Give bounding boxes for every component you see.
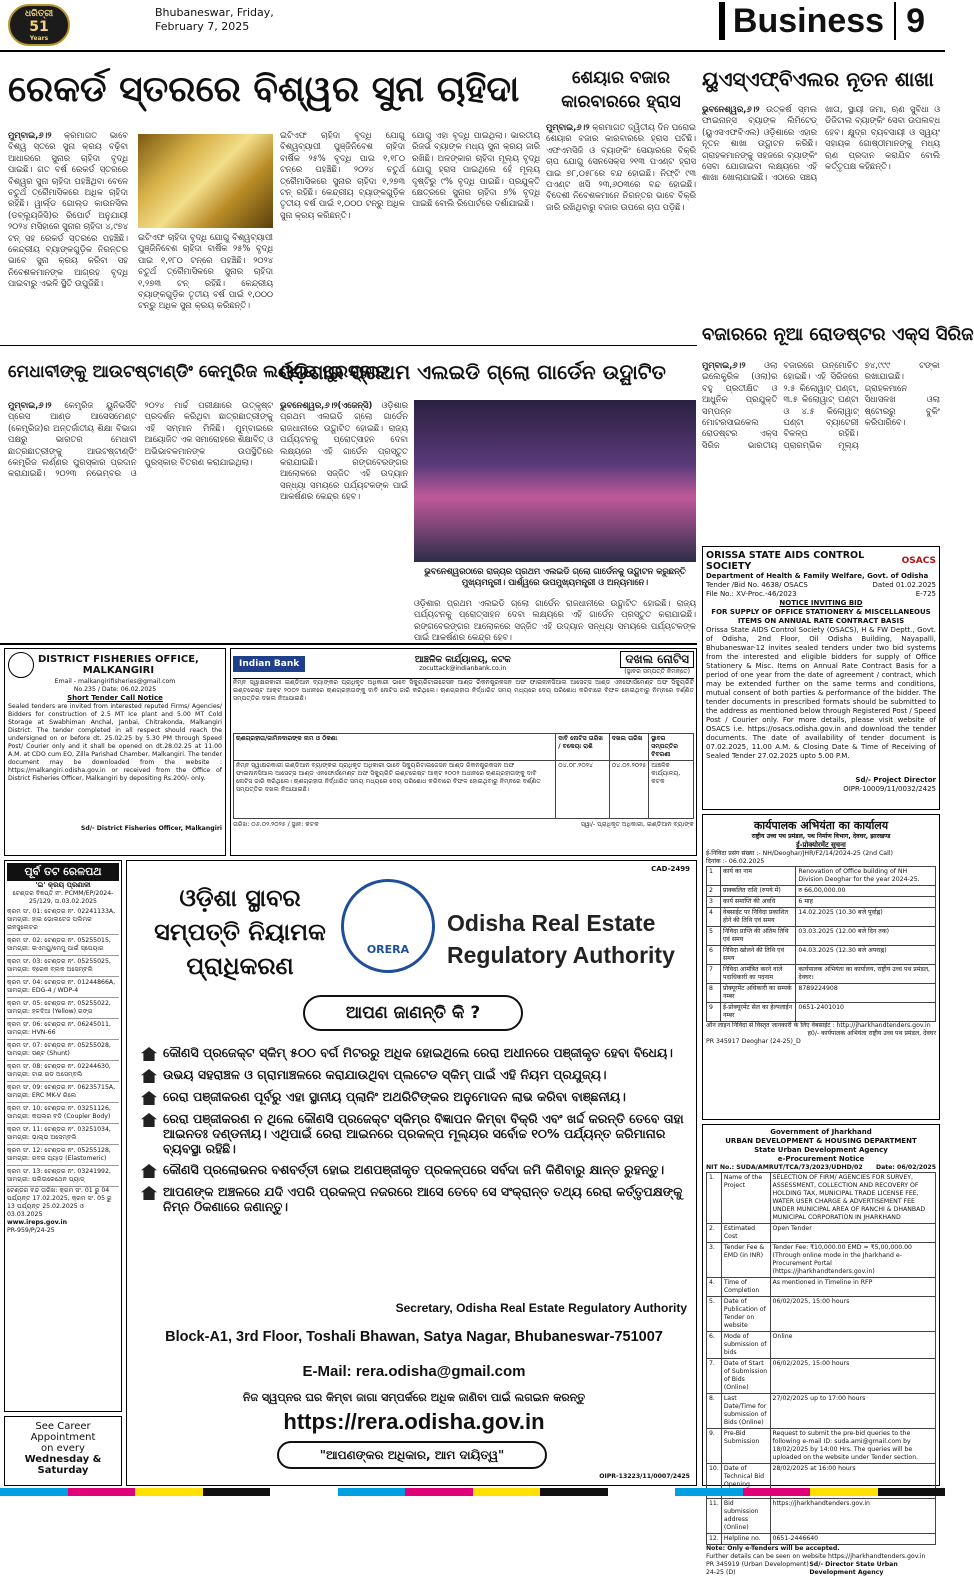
jharkhand-note1: Note: Only e-Tenders will be accepted. (706, 1545, 840, 1552)
indianbank-place: ତାରିଖ: ୦୬.୦୨.୨୦୨୫ / ସ୍ଥାନ: କଟକ (233, 821, 319, 828)
jharkhand-table-cell: 7. (707, 1359, 722, 1394)
jharkhand-table-cell: 0651-2446640 (770, 1534, 935, 1545)
rera-bullet-text: ରେରା ପଞ୍ଜୀକରଣ ପୂର୍ବରୁ ଏହା ସ୍ଥାନୀୟ ପ୍ଲାନିଂ ଅଥରିଟିଙ୍କର ଅନୁମୋଦନ ଲାଭ କରିବା ବାଞ୍ଛନୀୟ। (163, 1089, 626, 1104)
rera-bullet-item (141, 1111, 687, 1156)
glow-story-cont: ଓଡ଼ିଶାର ପ୍ରଥମ ଏଲଇଡି ଗ୍ଲୋ ଗାର୍ଡେନ ରାଜଧାନୀରେ ଉଦ୍ଘାଟିତ ହୋଇଛି। ରାଜ୍ୟ ପର୍ଯ୍ୟଟନକୁ ପ୍ରୋତ୍ସାହନ ଦେବା ଲକ୍ଷ୍ୟରେ ଏହି ଗାର୍ଡେନ ପ୍ରସ୍ତୁତ କରାଯାଇଛି। ରଙ୍ଗବେରଙ୍ଗର ଆଲୋକରେ ସଜ୍ଜିତ ଏହି ଉଦ୍ୟାନ ସନ୍ଧ୍ୟା ସମୟରେ ପର୍ଯ୍ୟଟକଙ୍କ ପାଇଁ ଆକର୍ଷଣର କେନ୍ଦ୍ର ହେବ। (414, 598, 696, 643)
railway-item: କ୍ରମ ସଂ. 02: ଟେଣ୍ଡର ନଂ. 05255015, ସାମଗ୍ରୀ: ଇଏମୟୁ/ମେମୁ ପାଇଁ ସ୍ପେୟାର (7, 935, 119, 956)
rera-logo-text: ORERA (366, 943, 410, 956)
railway-item: କ୍ରମ ସଂ. 08: ଟେଣ୍ଡର ନଂ. 02244630, ସାମଗ୍ରୀ: ଟାଇ ରଡ ଅସେମ୍ବଲି (7, 1061, 119, 1082)
section-header (719, 2, 925, 41)
cambridge-dateline: ମୁମ୍ବାଇ,୬।୨ (8, 400, 52, 410)
jharkhand-table-cell: 6. (707, 1332, 722, 1359)
railway-item: କ୍ରମ ସଂ. 04: ଟେଣ୍ଡର ନଂ. 01244866A, ସାମଗ୍ରୀ: EDG-4 / WDP-4 (7, 977, 119, 998)
logo-years-number: 51 (29, 19, 49, 35)
deoghar-table-row (707, 927, 936, 946)
osacs-file-no: File No.: XV-Proc.-46/2023 (706, 590, 797, 598)
railway-item: କ୍ରମ ସଂ. 13: ଟେଣ୍ଡର ନଂ. 03241992, ସାମଗ୍ରୀ: ପଲିଉରେଥେନ ପ୍ୟାଡ୍ (7, 1166, 119, 1187)
indianbank-possession-ad (230, 648, 697, 856)
deoghar-table-cell: 4 (707, 908, 721, 927)
railway-item: କ୍ରମ ସଂ. 03: ଟେଣ୍ଡର ନଂ. 05255025, ସାମଗ୍ରୀ: ବ୍ରେକ ବ୍ଲକ ଅସେମ୍ବଲି (7, 956, 119, 977)
deoghar-table-cell: ई-प्रोक्यूरमेंट सेल का हेल्पलाईन नम्बर (721, 1003, 796, 1022)
railway-website: www.ireps.gov.in (7, 1219, 68, 1226)
indianbank-logo: Indian Bank (233, 656, 305, 672)
usfbl-headline: ୟୁଏସ୍ଏଫ୍ବିଏଲର ନୂତନ ଶାଖା (702, 67, 934, 91)
deoghar-table-cell: कार्यपालक अभियंता का कार्यालय, राष्ट्रीय उच्च पथ प्रमंडल, देवघर। (796, 965, 936, 984)
gold-story-col4: ଯୋଗୁ ଏହା ବୃଦ୍ଧି ପାଇଥିଲା। ଭାରତୀୟ ରିଜର୍ଭ ବ୍ୟାଙ୍କ ମଧ୍ୟ ସୁନା କ୍ରୟ ଜାରି ରଖିଛି। ଅଳଙ୍କାର ଚାହିଦା ମୂଲ୍ୟ ବୃଦ୍ଧି ଯୋଗୁ ହ୍ରାସ ପାଇଥିଲେ ହେଁ ମୂଲ୍ୟ ଦୃଷ୍ଟିରୁ ୯% ବୃଦ୍ଧି ପାଇଛି। ପ୍ରଯୁକ୍ତି କ୍ଷେତ୍ରରେ ସୁନାର ଚାହିଦା ୭% ବୃଦ୍ଧି ପାଇଛି ବୋଲି ରିପୋର୍ଟରେ ଦର୍ଶାଯାଇଛି। (412, 130, 540, 209)
house-icon (141, 1113, 157, 1127)
indianbank-col-borrower: ଋଣଗ୍ରହୀତା/ଜାମିନଦାରଙ୍କ ନାମ ଓ ଠିକଣା (234, 734, 556, 761)
jharkhand-pr: PR 345919 (Urban Development) 24-25 (D) (706, 1561, 809, 1576)
rera-odia-title-line3: ପ୍ରାଧିକରଣ (186, 952, 294, 980)
career-line4: Wednesday & Saturday (24, 1454, 102, 1476)
jharkhand-table-cell: As mentioned in Timeline in RFP (770, 1278, 935, 1297)
newspaper-logo (8, 4, 70, 46)
cambridge-body: କେମ୍ବ୍ରିଜ ୟୁନିଭର୍ସିଟି ପ୍ରେସ ଆଣ୍ଡ ଆସେସମେଣ୍ଟ (କେମ୍ବ୍ରିଜ)ର ଅନ୍ତର୍ଜାତୀୟ ଶିକ୍ଷା ବିଭାଗ ପକ୍ଷରୁ ଭାରତର ମେଧାବୀ ଛାତ୍ରଛାତ୍ରୀଙ୍କୁ ଆଉଟଷ୍ଟାଣ୍ଡିଂ କେମ୍ବ୍ରିଜ ଲର୍ଣ୍ଣର ପୁରସ୍କାର ପ୍ରଦାନ କରାଯାଇଛି। ୨୦୨୩ ନଭେମ୍ବର ଓ ୨୦୨୪ ମାର୍ଚ୍ଚ ପରୀକ୍ଷାରେ ଉତ୍କୃଷ୍ଟ ପ୍ରଦର୍ଶନ କରିଥିବା ଛାତ୍ରଛାତ୍ରୀଙ୍କୁ ଏହି ସମ୍ମାନ ମିଳିଛି। ମୁମ୍ବାଇରେ ଆୟୋଜିତ ଏକ ସମାରୋହରେ ଶିକ୍ଷାବିତ୍ ଓ ଅଭିଭାବକମାନଙ୍କ ଉପସ୍ଥିତିରେ ପୁରସ୍କାର ବିତରଣ କରାଯାଇଥିଲା। (8, 400, 273, 479)
jharkhand-table-cell: 06/02/2025, 15:00 hours (770, 1297, 935, 1332)
usfbl-story (702, 104, 940, 310)
jharkhand-table-cell: 4. (707, 1278, 722, 1297)
railway-title: ପୂର୍ବ ତଟ ରେଳପଥ (7, 863, 119, 881)
jharkhand-table-row (707, 1332, 936, 1359)
deoghar-table-cell: 2 (707, 886, 721, 897)
jharkhand-table-cell: Estimated Cost (721, 1224, 770, 1243)
glow-dateline: ଭୁବନେଶ୍ୱର,୬।୨(ଏଜେନ୍ସି) (280, 400, 373, 410)
osacs-title: ORISSA STATE AIDS CONTROL SOCIETY (706, 550, 865, 572)
deoghar-table-cell: 14.02.2025 (10.30 बजे पूर्वाह्न) (796, 908, 936, 927)
glow-garden-photo (414, 400, 696, 562)
roadster-body: ଓଲା ଇଲେକ୍ଟ୍ରିକ (ଓଲା)ର ବହୁ ପ୍ରତୀକ୍ଷିତ ଓ ଆଧୁନିକ ପ୍ରଯୁକ୍ତି ସମ୍ପନ୍ନ ମୋଟରସାଇକେଲ ରୋଡଷ୍ଟର ଏକ୍ସ ସିରିଜ ଭାରତୀୟ ବଜାରରେ ଉନ୍ମୋଚିତ ହୋଇଛି। ଏହି ସିରିଜରେ ୨.୫ କିଲୋୱାଟ୍ ଘଣ୍ଟା, ୩.୫ କିଲୋୱାଟ୍ ଘଣ୍ଟା ଓ ୪.୫ କିଲୋୱାଟ୍ ଘଣ୍ଟା ବ୍ୟାଟେରୀ ବିକଳ୍ପ ରହିଛି। ପ୍ରାରମ୍ଭିକ ମୂଲ୍ୟ ୭୪,୯୯୯ ଟଙ୍କା ରଖାଯାଇଛି। ଗ୍ରାହକମାନେ ସିଧାସଳଖ ଓଲା ଷ୍ଟୋରରୁ ବୁକିଂ କରିପାରିବେ। (702, 360, 940, 450)
railway-item: କ୍ରମ ସଂ. 06: ଟେଣ୍ଡର ନଂ. 06245011, ସାମଗ୍ରୀ: HVN-66 (7, 1019, 119, 1040)
jharkhand-table-cell: 10. (707, 1464, 722, 1499)
jharkhand-table-cell: 27/02/2025 up to 17:00 hours (770, 1394, 935, 1429)
deoghar-table-cell: 03.03.2025 (12.00 बजे दिन तक) (796, 927, 936, 946)
rera-bullet-list (141, 1045, 687, 1220)
jharkhand-table-cell: Last Date/Time for submission of Bids (Online) (721, 1394, 770, 1429)
gold-body-col1: କ୍ରମାଗତ ଭାବେ ବିଶ୍ୱ ସ୍ତରେ ସୁନା କ୍ରୟ ବଢ଼ିବା ଆଧାରରେ ସୁନାର ଚାହିଦା ବୃଦ୍ଧି ପାଇଛି। ଗତ ବର୍ଷ ରେକର୍ଡ ସ୍ତରରେ ବିଶ୍ୱର ସୁନା ଚାହିଦା ପହଞ୍ଚିଥିବା ବେଳେ ଚତୁର୍ଥ ତ୍ରୈମାସିକରେ ଅଧିକ ଚାହିଦା ରହିଛି। ୱାର୍ଲ୍ଡ ଗୋଲ୍ଡ କାଉନସିଲ (ଡବ୍ଲ୍ୟୁଜିସି)ର ରିପୋର୍ଟ ଅନୁଯାୟୀ ୨୦୨୪ ମସିହାରେ ସୁନାର ଚାହିଦା ୪,୯୭୪ ଟନ୍ ସହ ରେକର୍ଡ ସ୍ତରରେ ପହଞ୍ଚିଛି। କେନ୍ଦ୍ରୀୟ ବ୍ୟାଙ୍କଗୁଡ଼ିକ ନିରନ୍ତର ଭାବେ ସୁନା କ୍ରୟ କରିବା ସହ ନିବେଶକମାନଙ୍କ ଆଗ୍ରହ ବୃଦ୍ଧି ପାଇବାରୁ ଏଭଳି ସ୍ଥିତି ଉପୁଜିଛି। (8, 130, 128, 289)
fisheries-notice-title: Short Tender Call Notice (67, 694, 163, 702)
deoghar-table-row (707, 908, 936, 927)
jharkhand-table-row (707, 1499, 936, 1534)
rera-bullet-text: କୌଣସି ପ୍ରଲୋଭନର ବଶବର୍ତ୍ତୀ ହୋଇ ଅଣପଞ୍ଜୀକୃତ ପ୍ରକଳ୍ପରେ ସର୍ବଦା ଜମି କିଣିବାରୁ କ୍ଷାନ୍ତ ରୁହନ୍ତୁ। (163, 1162, 665, 1177)
railway-item: କ୍ରମ ସଂ. 05: ଟେଣ୍ଡର ନଂ. 05255022, ସାମଗ୍ରୀ: ହଳଦିଆ (Yellow) ରଙ୍ଗ (7, 998, 119, 1019)
railway-item: କ୍ରମ ସଂ. 07: ଟେଣ୍ଡର ନଂ. 05255028, ସାମଗ୍ରୀ: ସଣ୍ଟ (Shunt) (7, 1040, 119, 1061)
jharkhand-table-row (707, 1394, 936, 1429)
deoghar-table-row (707, 897, 936, 908)
rera-odia-title-line1: ଓଡ଼ିଶା ସ୍ଥାବର (179, 884, 301, 912)
jharkhand-suda-ad (702, 1124, 940, 1576)
rera-visit-text: ନିଜ ସ୍ୱପ୍ନର ଘର କିମ୍ବା ଜାଗା ସମ୍ପର୍କରେ ଅଧିକ ଜାଣିବା ପାଇଁ ଲଗଇନ କରନ୍ତୁ (242, 1391, 586, 1404)
deoghar-eprocurement-ad (702, 814, 940, 1120)
glow-story (280, 400, 408, 640)
rera-bullet-text: ଆପଣଙ୍କ ଅଞ୍ଚଳରେ ଯଦି ଏପରି ପ୍ରକଳ୍ପ ନଜରରେ ଆସେ ତେବେ ସେ ସଂକ୍ରାନ୍ତ ତଥ୍ୟ ରେରା କର୍ତ୍ତୃପକ୍ଷଙ୍କୁ ନିମ୍ନ ଠିକଣାରେ ଜଣାନ୍ତୁ। (163, 1184, 683, 1214)
railway-close-date: ଟେଣ୍ଡର ବନ୍ଦ ତାରିଖ: କ୍ରମ ସଂ. 01 ରୁ 04 ପର୍ଯ୍ୟନ୍ତ 17.02.2025, କ୍ରମ ସଂ. 05 ରୁ 13 ପର୍ଯ୍ୟନ୍ତ 25.02.2025 ଓ 03.03.2025 (7, 1187, 112, 1218)
stocks-dateline: ମୁମ୍ବାଇ,୬।୨ (546, 122, 590, 132)
logo-text: ଧରିତ୍ରୀ (24, 9, 54, 19)
deoghar-table-cell: 6 (707, 946, 721, 965)
rera-secretary: Secretary, Odisha Real Estate Regulatory Authority (395, 1301, 687, 1315)
indianbank-notice-title: ଦଖଲ ନୋଟିସ (620, 651, 694, 668)
deoghar-table-row (707, 984, 936, 1003)
jharkhand-table-cell: SELECTION OF FIRM/ AGENCIES FOR SURVEY, ASSESSMENT, COLLECTION AND RECOVERY OF HOLDING TAX, MUNICIPAL TRADE LICENSE FEE, WATER USER CHARGE & ADVERTISEMENT FEE UNDER MUNICIPAL AREA OF RANCHI & DHANBAD MUNICIPAL CORPORATION IN JHARKHAND (770, 1173, 935, 1224)
osacs-logo: OSACS (901, 556, 936, 566)
deoghar-table-cell: 0651-2401010 (796, 1003, 936, 1022)
gold-dateline: ମୁମ୍ବାଇ,୬।୨ (8, 130, 52, 140)
deoghar-table-cell: 5 (707, 927, 721, 946)
railway-sub: 'ଇ' କ୍ରୟ ପ୍ରଣାଳୀ (35, 881, 91, 889)
deoghar-table-row (707, 946, 936, 965)
gold-headline: ରେକର୍ଡ ସ୍ତରରେ ବିଶ୍ୱର ସୁନା ଚାହିଦା (8, 68, 520, 110)
jharkhand-dept: URBAN DEVELOPMENT & HOUSING DEPARTMENT (725, 1137, 917, 1145)
rera-email[interactable]: E-Mail: rera.odisha@gmail.com (302, 1363, 526, 1380)
jharkhand-date: Date: 06/02/2025 (875, 1164, 936, 1171)
house-icon (141, 1069, 157, 1083)
odisha-emblem-icon (8, 652, 34, 678)
jharkhand-table-cell: Date of Start of Submission of Bids (Online) (721, 1359, 770, 1394)
deoghar-table-row (707, 965, 936, 984)
deoghar-table-row (707, 886, 936, 897)
deoghar-table-cell: 8789224908 (796, 984, 936, 1003)
stocks-body: କ୍ରମାଗତ ଦ୍ୱିତୀୟ ଦିନ ଘରୋଇ ଶେୟାର ବଜାର କାରବାରରେ ହ୍ରାସ ଘଟିଛି। ଏଫଏମସିଜି ଓ ବ୍ୟାଙ୍କିଂ ସେୟାରରେ ବିକ୍ରି ଚାପ ଯୋଗୁ ସେନସେକ୍ସ ୨୧୩ ପଏଣ୍ଟ ହ୍ରାସ ପାଇ ୭୮,୦୫୮ରେ ବନ୍ଦ ହୋଇଛି। ନିଫ୍ଟି ୯୩ ପଏଣ୍ଟ ଖସି ୨୩,୬୦୩ରେ ବନ୍ଦ ହୋଇଛି। ବିଦେଶୀ ନିବେଶକମାନେ ନିରନ୍ତର ଭାବେ ବିକ୍ରି ଜାରି ରଖିଥିବାରୁ ବଜାର ଉପରେ ଚାପ ପଡ଼ିଛି। (546, 122, 696, 212)
deoghar-website: ऑन लाइन निविदा से विस्तृत जानकारी के लिए वेबसाईट : http://jharkhandtenders.gov.in (706, 1022, 931, 1029)
jharkhand-table-cell: 9. (707, 1429, 722, 1464)
jharkhand-table-cell: Date of Publication of Tender on website (721, 1297, 770, 1332)
glow-photo-caption: ଭୁବନେଶ୍ୱରଠାରେ ରାଜ୍ୟର ପ୍ରଥମ ଏଲଇଡି ଗ୍ଲୋ ଗାର୍ଡେନକୁ ଉଦ୍ଘାଟନ କରୁଛନ୍ତି ମୁଖ୍ୟମନ୍ତ୍ରୀ। ପାର୍ଶ୍ୱରେ ଉପମୁଖ୍ୟମନ୍ତ୍ରୀ ଓ ଅନ୍ୟମାନେ। (424, 566, 686, 588)
logo-years-label: Years (29, 35, 49, 42)
rera-website-link[interactable]: https://rera.odisha.gov.in (283, 1409, 545, 1434)
glow-body: ଓଡ଼ିଶାର ପ୍ରଥମ ଏଲଇଡି ଗ୍ଲୋ ଗାର୍ଡେନ ରାଜଧାନୀରେ ଉଦ୍ଘାଟିତ ହୋଇଛି। ରାଜ୍ୟ ପର୍ଯ୍ୟଟନକୁ ପ୍ରୋତ୍ସାହନ ଦେବା ଲକ୍ଷ୍ୟରେ ଏହି ଗାର୍ଡେନ ପ୍ରସ୍ତୁତ କରାଯାଇଛି। ରଙ୍ଗବେରଙ୍ଗର ଆଲୋକରେ ସଜ୍ଜିତ ଏହି ଉଦ୍ୟାନ ସନ୍ଧ୍ୟା ସମୟରେ ପର୍ଯ୍ୟଟକଙ୍କ ପାଇଁ ଆକର୍ଷଣର କେନ୍ଦ୍ର ହେବ। (280, 400, 408, 502)
gold-story-col1 (8, 130, 128, 338)
jharkhand-table-cell: 3. (707, 1243, 722, 1278)
indianbank-col-demand: ଦାବି ନୋଟିସ ତାରିଖ / ବକେୟା ରାଶି (556, 734, 610, 761)
deoghar-ref: ई-निविदा प्रसंग संख्या :- NH/Deoghar/JHR/F2/14/2024-25 (2nd Call) (706, 850, 893, 857)
house-icon (141, 1186, 157, 1200)
career-line3: on every (41, 1443, 85, 1454)
jharkhand-table-cell: Name of the Project (721, 1173, 770, 1224)
jharkhand-table-cell: Date of Technical Bid Opening (721, 1464, 770, 1499)
indianbank-email: zocuttack@indianbank.co.in (419, 664, 507, 672)
stocks-story (546, 122, 696, 362)
jharkhand-table-row (707, 1534, 936, 1545)
rera-address: Block-A1, 3rd Floor, Toshali Bhawan, Satya Nagar, Bhubaneswar-751007 (165, 1329, 663, 1345)
rera-tagline: "ଆପଣଙ୍କର ଅଧିକାର, ଆମ ଦାୟିତ୍ୱ" (277, 1441, 547, 1469)
osacs-ref: E-725 (915, 590, 936, 598)
railway-item: କ୍ରମ ସଂ. 12: ଟେଣ୍ଡର ନଂ. 05255128, ସାମଗ୍ରୀ: ରବର ପ୍ୟାଡ଼ (Elastomeric) (7, 1145, 119, 1166)
indianbank-col-possession: ଦଖଲ ତାରିଖ (609, 734, 648, 761)
jharkhand-signature: Sd/- Director State Urban Development Agency (809, 1561, 898, 1576)
osacs-tender-ad (702, 546, 940, 810)
jharkhand-table-row (707, 1243, 936, 1278)
railway-item: କ୍ରମ ସଂ. 01: ଟେଣ୍ଡର ନଂ. 02241133A, ସାମଗ୍ରୀ: ହାଇ ଭୋଲଟେଜ ପଲିମର ଇନସୁଲେଟର (7, 906, 119, 935)
career-line1: See Career (35, 1421, 91, 1432)
jharkhand-table-cell: 2. (707, 1224, 722, 1243)
glow-headline: ଓଡ଼ିଶାର ପ୍ରଥମ ଏଲଇଡି ଗ୍ଲୋ ଗାର୍ଡେନ ଉଦ୍ଘାଟିତ (280, 360, 666, 384)
deoghar-table (706, 866, 936, 1022)
deoghar-table-cell: निविदा आमंत्रित करने वाले पदाधिकारी का पदनाम (721, 965, 796, 984)
osacs-dept: Department of Health & Family Welfare, Govt. of Odisha (706, 572, 929, 580)
jharkhand-agency: State Urban Development Agency (754, 1146, 888, 1154)
rera-bullet-text: ରେରା ପଞ୍ଜୀକରଣ ନ ଥିଲେ କୌଣସି ପ୍ରଜେକ୍ଟ ସ୍କିମ୍ର ବିଜ୍ଞାପନ କିମ୍ବା ବିକ୍ରି ଏବଂ ଖର୍ଦ୍ଦ କରନ୍ତି ତେବେ ତାହା ଆଇନତଃ ଦଣ୍ଡନୀୟ। ଏଥିପାଇଁ ରେରା ଆଇନରେ ପ୍ରକଳ୍ପ ମୂଲ୍ୟର ସର୍ବୋଚ୍ଚ ୧୦% ପର୍ଯ୍ୟନ୍ତ ଜରିମାନାର ବ୍ୟବସ୍ଥା ରହିଛି। (163, 1111, 684, 1156)
house-icon (141, 1047, 157, 1061)
dateline-city-day: Bhubaneswar, Friday, (155, 6, 274, 19)
rera-bullet-item (141, 1162, 687, 1178)
roadster-dateline: ମୁମ୍ବାଇ,୬।୨ (702, 360, 746, 370)
indianbank-cell-property: ଆଞ୍ଚଳିକ କାର୍ଯ୍ୟାଳୟ, କଟକ (649, 761, 694, 819)
jharkhand-table-cell: Bid submission address (Online) (721, 1499, 770, 1534)
deoghar-table-cell: 8 (707, 984, 721, 1003)
railway-tender-ad (4, 860, 122, 1412)
house-icon (141, 1164, 157, 1178)
rera-bullet-item (141, 1067, 687, 1083)
gold-story-col2: ଇଟିଏଫ ଚାହିଦା ବୃଦ୍ଧି ଯୋଗୁ ବିଶ୍ୱବ୍ୟାପୀ ପୁଞ୍ଜିନିବେଶ ଚାହିଦା ବାର୍ଷିକ ୨୫% ବୃଦ୍ଧି ପାଇ ୧,୧୮୦ ଟନ୍ରେ ପହଞ୍ଚିଛି। ୨୦୨୪ ଚତୁର୍ଥ ତ୍ରୈମାସିକରେ ସୁନାର ଚାହିଦା ୧,୨୭୩ ଟନ୍ ରହିଛି। କେନ୍ଦ୍ରୀୟ ବ୍ୟାଙ୍କଗୁଡ଼ିକ ତୃତୀୟ ବର୍ଷ ପାଇଁ ୧,୦୦୦ ଟନ୍ରୁ ଅଧିକ ସୁନା କ୍ରୟ କରିଛନ୍ତି। (138, 232, 273, 311)
osacs-notice-title: NOTICE INVITING BID (779, 599, 863, 607)
osacs-signature: Sd/- Project Director (855, 776, 936, 784)
dateline-date: February 7, 2025 (155, 20, 250, 33)
deoghar-date: दिनांक :- 06.02.2025 (706, 858, 765, 865)
jharkhand-table-cell: 28/02/2025 at 16:00 hours (770, 1464, 935, 1499)
rera-oipr: OIPR-13223/11/0007/2425 (599, 1473, 690, 1480)
indianbank-signature: ସ୍ୱା/- ପ୍ରାଧିକୃତ ଅଧିକାରୀ, ଇଣ୍ଡିଆନ ବ୍ୟାଙ୍କ (580, 821, 694, 828)
deoghar-signature: ह0/- कार्यपालक अभियंता राष्ट्रीय उच्च पथ प्रमंडल, देवघर (807, 1030, 936, 1037)
rera-odia-title-line2: ସମ୍ପତ୍ତି ନିୟାମକ (154, 918, 326, 946)
fisheries-title: DISTRICT FISHERIES OFFICE, (38, 654, 199, 665)
cambridge-headline: ମେଧାବୀଙ୍କୁ ଆଉଟଷ୍ଟାଣ୍ଡିଂ କେମ୍ବ୍ରିଜ ଲର୍ଣ୍ଣର ପୁରସ୍କାର (8, 362, 389, 382)
masthead-rule (0, 50, 945, 52)
railway-item: କ୍ରମ ସଂ. 09: ଟେଣ୍ଡର ନଂ. 06235715A, ସାମଗ୍ରୀ: ERC MK-V ରିଲେ (7, 1082, 119, 1103)
rera-bullet-text: ଉଭୟ ସହରାଞ୍ଚଳ ଓ ଗ୍ରାମାଞ୍ଚଳରେ କରାଯାଉଥିବା ପ୍ଲଟେଡ ସ୍କିମ୍ ପାଇଁ ଏହି ନିୟମ ପ୍ରଯୁଜ୍ୟ। (163, 1067, 607, 1082)
indianbank-notice-sub: (ସ୍ଥାବର ସମ୍ପତ୍ତି ନିମନ୍ତେ) (624, 668, 691, 675)
deoghar-table-cell: प्राक्कलित राशि (रुपये में) (721, 886, 796, 897)
rera-eng-title-line2: Regulatory Authority (447, 942, 675, 968)
deoghar-table-cell: 3 (707, 897, 721, 908)
jharkhand-nit: NIT No.: SUDA/AMRUT/TCA/73/2023/UDHD/02 (706, 1164, 863, 1171)
deoghar-table-cell: Renovation of Office building of NH Division Deoghar for the year 2024-25. (796, 867, 936, 886)
section-name: Business (719, 2, 884, 40)
fisheries-body: Sealed tenders are invited from interested reputed Firms/ Agencies/ Bidders for construction of 2.5 MT Ice plant and 5.00 MT Cold Storage at Swabhiman Anchal, Janbai, Chitrakonda, Malkangiri District. The tender completed in all respect should reach the undersigned on or before dt. 25.02.25 by 5.30 PM through Speed Post/ Courier only and it shall be opened on dt.28.02.25 at 11.00 A.M. at CDO cum EO, Zilla Parishad Chamber, Malkangiri. The tender document may be downloaded from the website : https://malkangiri.odisha.gov.in or received from the Office of District Fisheries Officer, Malkangiri by depositing Rs.200/- only. (8, 703, 222, 782)
issue-dateline (155, 6, 274, 34)
jharkhand-table-cell: Tender Fee & EMD (in INR) (721, 1243, 770, 1278)
fisheries-location: MALKANGIRI (82, 665, 155, 676)
jharkhand-table-cell: 11. (707, 1499, 722, 1534)
gold-bars-photo (138, 134, 273, 228)
rera-odia-title (145, 881, 335, 983)
career-line2: Appointment (30, 1432, 96, 1443)
jharkhand-table-cell: Open Tender (770, 1224, 935, 1243)
rera-cad: CAD-2499 (651, 865, 690, 873)
rera-eng-title-line1: Odisha Real Estate (447, 910, 656, 936)
deoghar-table-cell: वेबसाईट पर निविदा प्रकाशित होने की तिथि एवं समय (721, 908, 796, 927)
railway-item: କ୍ରମ ସଂ. 10: ଟେଣ୍ଡର ନଂ. 03251126, ସାମଗ୍ରୀ: କପଲର ବଡି (Coupler Body) (7, 1103, 119, 1124)
indianbank-table (233, 733, 694, 819)
jharkhand-note2: Further details can be seen on website https://jharkhandtenders.gov.in (706, 1553, 926, 1560)
deoghar-table-cell: रु 66,00,000.00 (796, 886, 936, 897)
jharkhand-table-row (707, 1359, 936, 1394)
jharkhand-table-row (707, 1278, 936, 1297)
jharkhand-table-cell: 1. (707, 1173, 722, 1224)
jharkhand-table-cell: Helpline no. (721, 1534, 770, 1545)
railway-ref: ଟେଣ୍ଡର ବିଜ୍ଞପ୍ତି ନଂ. PCMM/EP/2024-25/129, ତା.03.02.2025 (12, 890, 114, 905)
deoghar-table-cell: 1 (707, 867, 721, 886)
indianbank-cell-demand: ୦୪.୦୮.୨୦୨୪ (556, 761, 610, 819)
jharkhand-table-row (707, 1429, 936, 1464)
fisheries-tender-ad (4, 648, 226, 856)
jharkhand-table-cell: 5. (707, 1297, 722, 1332)
rera-english-title (447, 907, 687, 971)
rera-question-banner: ଆପଣ ଜାଣନ୍ତି କି ? (303, 995, 523, 1031)
stocks-headline: ଶେୟାର ବଜାର କାରବାରରେ ହ୍ରାସ (561, 68, 681, 112)
rera-bullet-item (141, 1089, 687, 1105)
print-color-bar (0, 1488, 945, 1496)
railway-item: କ୍ରମ ସଂ. 11: ଟେଣ୍ଡର ନଂ. 03251034, ସାମଗ୍ରୀ: ଭାଲ୍ଭ ଅସେମ୍ବଲି (7, 1124, 119, 1145)
jharkhand-table-row (707, 1173, 936, 1224)
deoghar-table-cell: 04.03.2025 (12.30 बजे अपराह्न) (796, 946, 936, 965)
deoghar-sub: राष्ट्रीय उच्च पथ प्रमंडल, पथ निर्माण विभाग, देवघर, झारखण्ड (751, 833, 891, 840)
house-icon (141, 1091, 157, 1105)
fisheries-ref: No.235 / Date: 06.02.2025 (73, 686, 157, 693)
jharkhand-notice-title: e-Procurement Notice (777, 1155, 865, 1163)
jharkhand-table-cell: Request to submit the pre-bid queries to the following e-mail ID: suda.ami@gmail.com by 18/02/2025 by 14:00 Hrs. The queries will be uploaded on the website under Tender section. (770, 1429, 935, 1464)
osacs-tender-no: Tender /Bid No. 4638/ OSACS (706, 581, 808, 589)
jharkhand-table-cell: Online (770, 1332, 935, 1359)
deoghar-table-cell: निविदा प्राप्ति की अंतिम तिथि एवं समय (721, 927, 796, 946)
jharkhand-table-row (707, 1297, 936, 1332)
deoghar-table-cell: 9 (707, 1003, 721, 1022)
page-number: 9 (894, 2, 925, 40)
deoghar-notice-title: ई-प्रोक्योरमेंट सूचना (796, 841, 846, 849)
jharkhand-table-cell: Tender Fee: ₹10,000.00 EMD = ₹5,00,000.00 (Through online mode in the Jharkhand e-Procurement Portal (https://jharkhandtenders.gov.in) (770, 1243, 935, 1278)
jharkhand-table-cell: Mode of submission of bids (721, 1332, 770, 1359)
jharkhand-table-cell: https://jharkhandtenders.gov.in (770, 1499, 935, 1534)
deoghar-table-cell: कार्य का नाम (721, 867, 796, 886)
deoghar-pr: PR 345917 Deoghar (24-25)_D (706, 1038, 801, 1045)
indianbank-cell-borrower: ନିମ୍ନ ସ୍ୱାକ୍ଷରକାରୀ ଇଣ୍ଡିଆନ ବ୍ୟାଙ୍କର ପ୍ରାଧିକୃତ ଅଧିକାରୀ ଭାବେ ସିକ୍ୟୁରିଟାଇଜେସନ ଆଣ୍ଡ ରିକନଷ୍ଟ୍ରକସନ ଅଫ ଫାଇନାନସିଆଲ ଆସେଟ୍ସ ଆଣ୍ଡ ଏନଫୋର୍ସମେଣ୍ଟ ଅଫ ସିକ୍ୟୁରିଟି ଇଣ୍ଟରେଷ୍ଟ ଆକ୍ଟ ୨୦୦୨ ଅଧୀନରେ ଋଣଗ୍ରହୀତାଙ୍କୁ ଦାବି ନୋଟିସ ଜାରି କରିଥିଲେ। ଋଣଗ୍ରହୀତା ନିର୍ଦ୍ଧାରିତ ସମୟ ମଧ୍ୟରେ ଦେୟ ପରିଶୋଧ କରିବାରେ ବିଫଳ ହୋଇଥିବାରୁ ନିମ୍ନରେ ବର୍ଣ୍ଣିତ ସମ୍ପତ୍ତିର ଦଖଲ ନିଆଯାଇଛି। (234, 761, 556, 819)
rera-seal-logo (341, 879, 435, 973)
deoghar-table-row (707, 867, 936, 886)
rera-bullet-item (141, 1184, 687, 1214)
deoghar-table-cell: प्रोक्यूरमेंट अधिकारी का सम्पर्क नम्बर (721, 984, 796, 1003)
railway-item-list (7, 906, 119, 1187)
usfbl-body: ଉତ୍କର୍ଷ ସ୍ମଲ ଫାଇନାନ୍ସ ବ୍ୟାଙ୍କ ଲିମିଟେଡ୍ (ୟୁଏସଏଫବିଏଲ) ଓଡ଼ିଶାରେ ଏହାର ନୂତନ ଶାଖା ଉଦ୍ଘାଟନ କରିଛି। ଗ୍ରାହକମାନଙ୍କୁ ସହଜରେ ବ୍ୟାଙ୍କିଂ ସେବା ଯୋଗାଇବା ଲକ୍ଷ୍ୟରେ ଏହି ଶାଖା ଖୋଲାଯାଇଛି। ଏଠାରେ ସଞ୍ଚୟ ଖାତା, ସ୍ଥାୟୀ ଜମା, ଋଣ ସୁବିଧା ଓ ଡିଜିଟାଲ ବ୍ୟାଙ୍କିଂ ସେବା ଉପଲବ୍ଧ ହେବ। କ୍ଷୁଦ୍ର ବ୍ୟବସାୟୀ ଓ ସ୍ୱୟଂ ସହାୟକ ଗୋଷ୍ଠୀମାନଙ୍କୁ ମଧ୍ୟ ଋଣ ପ୍ରଦାନ କରାଯିବ ବୋଲି କର୍ତ୍ତୃପକ୍ଷ କହିଛନ୍ତି। (702, 104, 940, 183)
railway-pr: PR-959/P/24-25 (7, 1227, 55, 1234)
rera-bullet-text: କୌଣସି ପ୍ରଜେକ୍ଟ ସ୍କିମ୍ ୫୦୦ ବର୍ଗ ମିଟରରୁ ଅଧିକ ହୋଇଥିଲେ ରେରା ଅଧୀନରେ ପଞ୍ଜୀକୃତ ହେବା ବିଧେୟ। (163, 1045, 673, 1060)
jharkhand-table-cell: 8. (707, 1394, 722, 1429)
gold-story-col3: ଇଟିଏଫ ଚାହିଦା ବୃଦ୍ଧି ଯୋଗୁ ବିଶ୍ୱବ୍ୟାପୀ ପୁଞ୍ଜିନିବେଶ ଚାହିଦା ବାର୍ଷିକ ୨୫% ବୃଦ୍ଧି ପାଇ ୧,୧୮୦ ଟନ୍ରେ ପହଞ୍ଚିଛି। ୨୦୨୪ ଚତୁର୍ଥ ତ୍ରୈମାସିକରେ ସୁନାର ଚାହିଦା ୧,୨୭୩ ଟନ୍ ରହିଛି। କେନ୍ଦ୍ରୀୟ ବ୍ୟାଙ୍କଗୁଡ଼ିକ ତୃତୀୟ ବର୍ଷ ପାଇଁ ୧,୦୦୦ ଟନ୍ରୁ ଅଧିକ ସୁନା କ୍ରୟ କରିଛନ୍ତି। (280, 130, 405, 220)
deoghar-table-cell: 7 (707, 965, 721, 984)
indianbank-body: ନିମ୍ନ ସ୍ୱାକ୍ଷରକାରୀ ଇଣ୍ଡିଆନ ବ୍ୟାଙ୍କର ପ୍ରାଧିକୃତ ଅଧିକାରୀ ଭାବେ ସିକ୍ୟୁରିଟାଇଜେସନ ଆଣ୍ଡ ରିକନଷ୍ଟ୍ରକସନ ଅଫ ଫାଇନାନସିଆଲ ଆସେଟ୍ସ ଆଣ୍ଡ ଏନଫୋର୍ସମେଣ୍ଟ ଅଫ ସିକ୍ୟୁରିଟି ଇଣ୍ଟରେଷ୍ଟ ଆକ୍ଟ ୨୦୦୨ ଅଧୀନରେ ଋଣଗ୍ରହୀତାଙ୍କୁ ଦାବି ନୋଟିସ ଜାରି କରିଥିଲେ। ଋଣଗ୍ରହୀତା ନିର୍ଦ୍ଧାରିତ ସମୟ ମଧ୍ୟରେ ଦେୟ ପରିଶୋଧ କରିବାରେ ବିଫଳ ହୋଇଥିବାରୁ ନିମ୍ନରେ ବର୍ଣ୍ଣିତ ସମ୍ପତ୍ତିର ଦଖଲ ନିଆଯାଇଛି। (233, 679, 694, 702)
jharkhand-table-cell: Time of Completion (721, 1278, 770, 1297)
jharkhand-govt: Government of Jharkhand (770, 1128, 872, 1136)
indianbank-office: ଆଞ୍ଚଳିକ କାର୍ଯ୍ୟାଳୟ, କଟକ (414, 654, 511, 665)
rera-bullet-item (141, 1045, 687, 1061)
jharkhand-table-cell: 06/02/2025, 15:00 hours (770, 1359, 935, 1394)
career-promo (4, 1416, 122, 1486)
cambridge-story (8, 400, 273, 640)
osacs-subject: FOR SUPPLY OF OFFICE STATIONERY & MISCELLANEOUS ITEMS ON ANNUAL RATE CONTRACT BASIS (711, 608, 931, 625)
jharkhand-table-cell: 12. (707, 1534, 722, 1545)
fisheries-signature: Sd/- District Fisheries Officer, Malkangiri (80, 825, 222, 832)
ads-divider (0, 643, 697, 645)
deoghar-table-cell: निविदा खोलने की तिथि एवं समय (721, 946, 796, 965)
indianbank-col-property: ସ୍ଥାବର ସମ୍ପତ୍ତିର ବିବରଣୀ (649, 734, 694, 761)
indianbank-cell-possession: ୦୪.୦୨.୨୦୨୫ (609, 761, 648, 819)
osacs-date: Dated 01.02.2025 (872, 581, 936, 589)
jharkhand-table-cell: Pre-Bid Submission (721, 1429, 770, 1464)
deoghar-table-cell: कार्य समाप्ति की अवधि (721, 897, 796, 908)
roadster-headline: ବଜାରରେ ନୂଆ ରୋଡଷ୍ଟର ଏକ୍ସ ସିରିଜ (702, 324, 974, 345)
usfbl-dateline: ଭୁବନେଶ୍ୱର,୬।୨ (702, 104, 760, 114)
deoghar-title: कार्यपालक अभियंता का कार्यालय (753, 819, 889, 832)
fisheries-email: Email - malkangirifisheries@gmail.com (54, 678, 176, 685)
story-divider (0, 345, 697, 346)
jharkhand-table-row (707, 1224, 936, 1243)
deoghar-table-row (707, 1003, 936, 1022)
roadster-story (702, 360, 940, 538)
osacs-body: Orissa State AIDS Control Society (OSACS), H & FW Deptt., Govt. of Odisha, 2nd Floor, Oil Odisha Building, Nayapalli, Bhubaneswar-12 invites sealed tenders under two bid systems from the interested and eligible bidders for supply of Office Stationery & Misc. Items on Annual Rate Contract Basis for a period of one year from the date of agreement / contract, which may be extended further on the same terms and conditions, mutual consent of both parties & performance of the bidder. The tender documents in prescribed formats should be submitted to the address as mentioned below through Registered Post / Speed Post / Courier only. For more details, please visit website of OSACS i.e. https://osacs.odisha.gov.in and download the tender documents. The date of availability of tender document is 07.02.2025, 11.00 A.M. & Closing Date & Time of Receiving of Sealed Tender 27.02.2025 upto 5.00 P.M. (706, 626, 936, 760)
deoghar-table-cell: 6 माह (796, 897, 936, 908)
rera-awareness-ad (126, 860, 697, 1486)
osacs-oipr: OIPR-10009/11/0032/2425 (843, 785, 936, 793)
